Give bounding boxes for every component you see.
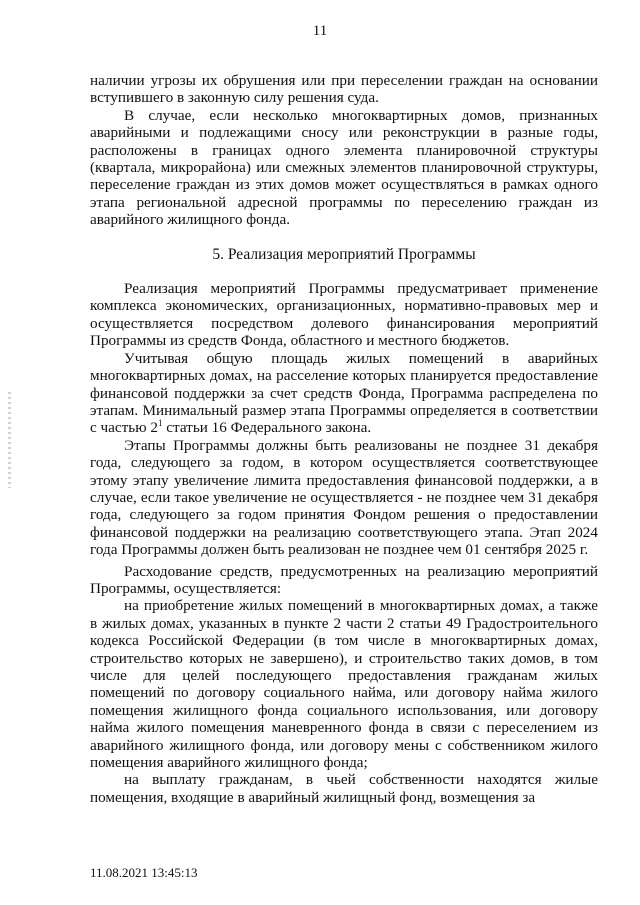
paragraph-multiple-houses: В случае, если несколько многоквартирных домов, признанных аварийными и подлежащими сносу или реконструкции в разные годы, расположены в границах одного элемента планировочной структуры (квартала, микрорайона) или смежных элементов планировочной структуры, переселение граждан из этих домов может осуществляться в рамках одного этапа региональной адресной программы по переселению граждан из аварийного жилищного фонда. [90,106,598,229]
paragraph-compensation: на выплату гражданам, в чьей собственности находятся жилые помещения, входящие в аварийный жилищный фонд, возмещения за [90,771,598,806]
paragraph-program-stages-text-2: статьи 16 Федерального закона. [162,419,372,437]
superscript-mark: 1 [157,418,163,429]
paragraph-continuation: наличии угрозы их обрушения или при переселении граждан на основании вступившего в законную силу решения суда. [90,72,598,107]
section-title: 5. Реализация мероприятий Программы [212,245,476,263]
paragraph-program-stages [90,350,598,437]
paragraph-housing-acquisition: на приобретение жилых помещений в многоквартирных домах, а также в жилых домах, указанных в пункте 2 части 2 статьи 49 Градостроительного кодекса Российской Федерации (в том числе в многоквартирных домах, строительство которых не завершено), и строительство таких домов, в том числе для целей последующего предоставления гражданам жилых помещений по договору социального найма, или договору найма жилого помещения жилищного фонда социального использования, или договору найма жилого помещения маневренного фонда в связи с переселением из аварийного жилищного фонда, или договору мены с собственником жилого помещения аварийного жилищного фонда; [90,597,598,772]
document-body [90,72,598,806]
scan-margin-mark [8,392,11,488]
page-number: 11 [312,23,328,39]
paragraph-program-stages-text-1: Учитывая общую площадь жилых помещений в аварийных многоквартирных домах, на расселение которых планируется предоставление финансовой поддержки за счет средств Фонда, Программа распределена по этапам. Минимальный размер этапа Программы определяется в соответствии с частью 2 [90,349,598,437]
paragraph-program-implementation: Реализация мероприятий Программы предусматривает применение комплекса экономических, организационных, нормативно-правовых мер и осуществляется посредством долевого финансирования мероприятий Программы из средств Фонда, областного и местного бюджетов. [90,280,598,350]
paragraph-expenditure-intro: Расходование средств, предусмотренных на реализацию мероприятий Программы, осуществляется: [90,562,598,597]
footer-timestamp: 11.08.2021 13:45:13 [90,865,198,880]
paragraph-stage-deadlines: Этапы Программы должны быть реализованы не позднее 31 декабря года, следующего за годом, в котором осуществляется соответствующее этому этапу увеличение лимита предоставления финансовой поддержки, а в случае, если такое увеличение не осуществляется - не позднее чем 31 декабря года, следующего за годом принятия Фондом решения о предоставлении финансовой поддержки на реализацию соответствующего этапа. Этап 2024 года Программы должен быть реализован не позднее чем 01 сентября 2025 г. [90,436,598,559]
